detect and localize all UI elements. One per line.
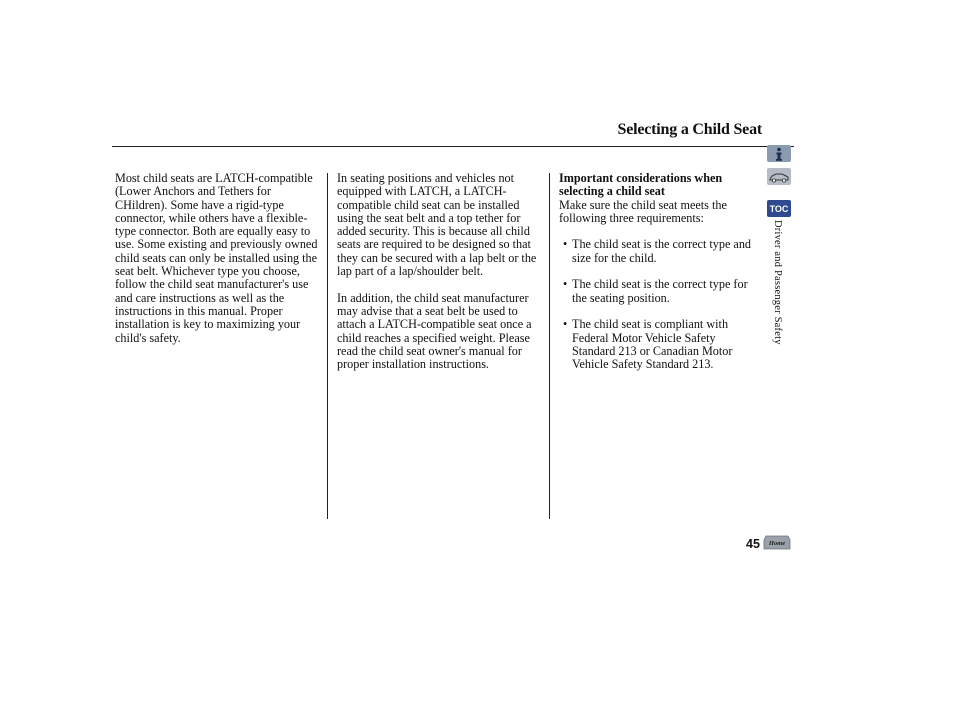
home-button[interactable] [763,535,791,550]
list-item-text: The child seat is the correct type for the seating position. [572,277,748,305]
paragraph: Most child seats are LATCH-compatible (Lower Anchors and Tethers for CHildren). Some have a rigid-type connector, while others have a flexible-type connector. Both are equally easy to use. Some existing and previously owned child seats can only be installed using the seat belt. Whichever type you choose, follow the child seat manufacturer's use and care instructions as well as the instructions in this manual. Proper installation is key to maximizing your child's safety. [115,171,318,345]
list-item [559,238,755,265]
page-title: Selecting a Child Seat [617,121,762,138]
page-number: 45 [746,537,760,551]
list-item [559,278,755,305]
column-1 [115,172,323,358]
column-3 [559,172,755,385]
info-icon[interactable] [767,145,791,162]
requirements-list [559,238,755,371]
paragraph: In seating positions and vehicles not equipped with LATCH, a LATCH-compatible child seat can be installed using the seat belt and a top tether for added security. This is because all child seats are required to be designed so that they can be secured with a lap belt or the lap part of a lap/shoulder belt. [337,171,537,279]
bullet-icon: • [563,317,568,332]
section-tab-label[interactable]: Driver and Passenger Safety [772,220,783,345]
car-icon[interactable] [767,168,791,185]
toc-button[interactable]: TOC [767,200,791,217]
bullet-icon: • [563,237,568,252]
list-item-text: The child seat is compliant with Federal Motor Vehicle Safety Standard 213 or Canadian Motor Vehicle Safety Standard 213. [572,317,733,372]
bullet-icon: • [563,277,568,292]
info-glyph [773,147,785,161]
home-label: Home [768,540,786,547]
list-item [559,318,755,371]
list-item-text: The child seat is the correct type and size for the child. [572,237,752,265]
intro-text: Make sure the child seat meets the following three requirements: [559,197,727,225]
column-divider [549,173,550,519]
header-rule [112,146,794,147]
paragraph: In addition, the child seat manufacturer may advise that a seat belt be used to attach a LATCH-compatible seat once a child reaches a specified weight. Please read the child seat owner's manual for proper installation instructions. [337,290,532,372]
column-2 [337,172,543,385]
column-divider [327,173,328,519]
car-glyph [768,171,790,183]
section-heading: Important considerations when selecting a child seat [559,171,723,199]
